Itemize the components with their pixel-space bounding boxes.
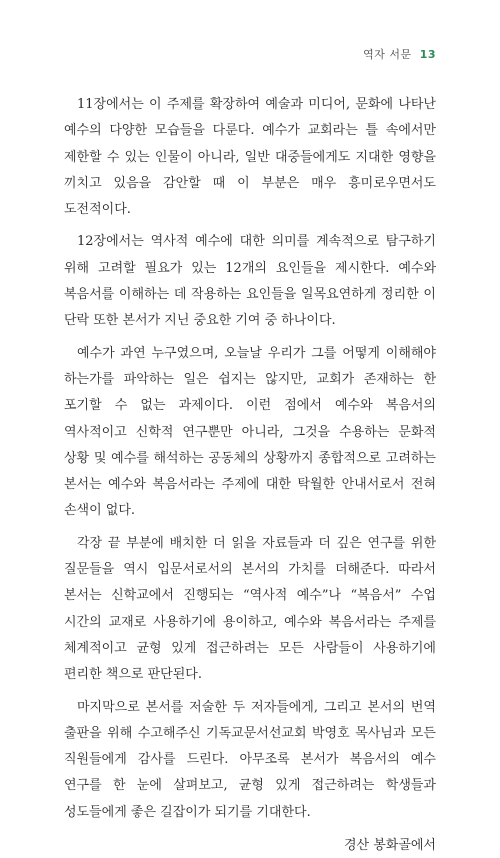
running-header <box>363 46 436 62</box>
signature: 경산 봉화골에서 <box>343 838 436 854</box>
page-number: 13 <box>419 48 436 61</box>
page-body <box>64 92 436 858</box>
paragraph: 마지막으로 본서를 저술한 두 저자들에게, 그리고 본서의 번역 출판을 위해 수고해주신 기독교문서선교회 박영호 목사님과 모든 직원들에게 감사를 드린다. 아무조록 본서가 복음서의 예수 연구를 한 눈에 살펴보고, 균형 있게 접근하려는 학생들과 성도들에게 좋은 길잡이가 되기를 기대한다. <box>64 699 436 820</box>
paragraph: 12장에서는 역사적 예수에 대한 의미를 계속적으로 탐구하기 위해 고려할 필요가 있는 12개의 요인들을 제시한다. 예수와 복음서를 이해하는 데 작용하는 요인들을 일목요연하게 정리한 이 단락 또한 본서가 지닌 중요한 기여 중 하나이다. <box>64 234 436 329</box>
section-title: 역자 서문 <box>363 48 412 61</box>
paragraph: 각장 끝 부분에 배치한 더 읽을 자료들과 더 깊은 연구를 위한 질문들을 역시 입문서로서의 본서의 가치를 더해준다. 따라서 본서는 신학교에서 진행되는 “역사적 예수”나 “복음서” 수업 시간의 교재로 사용하기에 용이하고, 예수와 복음서라는 주제를 체계적이고 균형 있게 접근하려는 모든 사람들이 사용하기에 편리한 책으로 판단된다. <box>64 535 436 683</box>
paragraph: 11장에서는 이 주제를 확장하여 예술과 미디어, 문화에 나타난 예수의 다양한 모습들을 다룬다. 예수가 교회라는 틀 속에서만 제한할 수 있는 인물이 아니라, 일반 대중들에게도 지대한 영향을 끼치고 있음을 감안할 때 이 부분은 매우 흥미로우면서도 도전적이다. <box>64 97 436 218</box>
paragraph: 예수가 과연 누구였으며, 오늘날 우리가 그를 어떻게 이해해야 하는가를 파악하는 일은 쉽지는 않지만, 교회가 존재하는 한 포기할 수 없는 과제이다. 이런 점에서 예수와 복음서의 역사적이고 신학적 연구뿐만 아니라, 그것을 수용하는 문화적 상황 및 예수를 해석하는 공동체의 상황까지 종합적으로 고려하는 본서는 예수와 복음서라는 주제에 대한 탁월한 안내서로서 전혀 손색이 없다. <box>64 345 436 519</box>
